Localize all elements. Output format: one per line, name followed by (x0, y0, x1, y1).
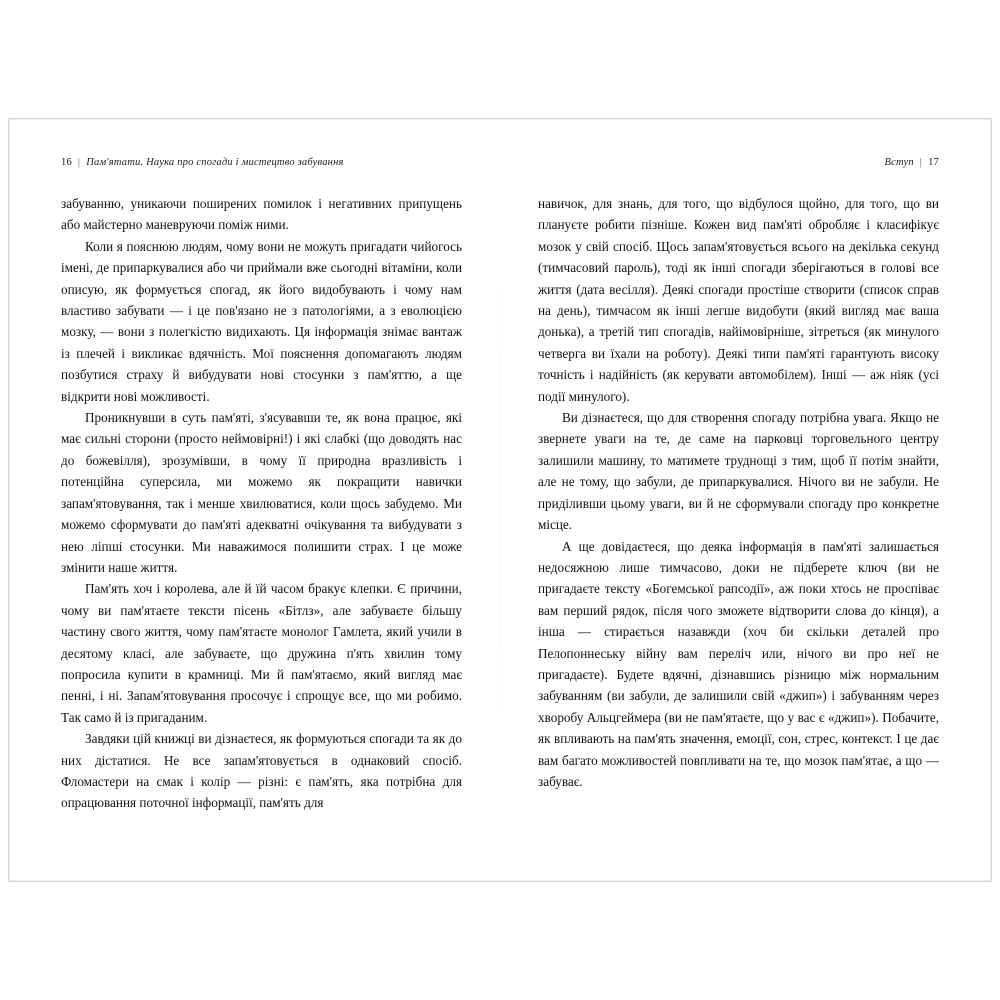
left-running-head (61, 157, 462, 171)
right-folio: 17 (928, 157, 939, 168)
right-text-column (538, 193, 939, 792)
paragraph: Проникнувши в суть пам'яті, з'ясувавши те, як вона працює, які має сильні сторони (просто неймовірні!) і які слабкі (що доводять нас до божевілля), зрозумівши, в чому її природна вразливість і потенційна суперсила, ми можемо як покращити навички запам'ятовування, так і менше хвилюватися, коли щось забудемо. Ми можемо сформувати до пам'яті адекватні очікування та вибудувати з нею ліпші стосунки. Ми наважимося полишити страх. І це може змінити наше життя. (61, 410, 462, 575)
left-text-column (61, 193, 462, 814)
paragraph: навичок, для знань, для того, що відбулося щойно, для того, що ви плануєте робити пізніше. Кожен вид пам'яті обробляє і класифікує мозок у свій спосіб. Щось запам'ятовується всього на декілька секунд (тимчасовий пароль), тоді як інші спогади зберігаються в голові все життя (дата весілля). Деякі спогади простіше створити (список справ на день), тимчасом як інші легше видобути (який вигляд має ваша донька), а третій тип спогадів, найімовірніше, зітреться (як минулого четверга ви їхали на роботу). Деякі типи пам'яті гарантують високу точність і надійність (як керувати автомобілем). Інші — аж ніяк (усі події минулого). (538, 196, 939, 404)
left-folio: 16 (61, 157, 72, 168)
paragraph: Коли я пояснюю людям, чому вони не можуть пригадати чийогось імені, де припаркувалися або чи приймали вже сьогодні вітаміни, коли описую, як формується спогад, як його видобувають і чому нам властиво забувати — і це пов'язано не з патологіями, а з еволюцією мозку, — вони з полегкістю видихають. Ця інформація знімає вантаж із плечей і викликає вдячність. Мої пояснення допомагають людям позбутися страху й вибудувати нові стосунки з пам'яттю, а ще відкрити нові можливості. (61, 238, 462, 404)
paragraph: Завдяки цій книжці ви дізнаєтеся, як формуються спогади та як до них дістатися. Не все запам'ятовується в однаковий спосіб. Фломастери на смак і колір — різні: є пам'ять, яка потрібна для опрацювання поточної інформації, пам'ять для (61, 731, 462, 811)
left-page (9, 157, 500, 853)
paragraph: забуванню, уникаючи поширених помилок і негативних припущень або майстерно маневруючи поміж ними. (61, 196, 462, 233)
right-running-head (538, 157, 939, 171)
right-page (500, 157, 991, 853)
paragraph: А ще довідаєтеся, що деяка інформація в пам'яті залишається недосяжною лише тимчасово, доки не підберете ключ (ви не пригадаєте тексту «Богемської рапсодії», аж поки хтось не проспіває вам перший рядок, після чого зможете відтворити слова до кінця), а інша — стирається назавжди (хоч би скільки деталей про Пелопоннеську війну вам переліч или, нічого ви про неї не пригадаєте). Будете вдячні, дізнавшись різницю між нормальним забуванням (ви забули, де залишили свій «джип») і забуванням через хворобу Альцгеймера (ви не пам'ятаєте, що у вас є «джип»). Побачите, як впливають на пам'ять значення, емоції, сон, стрес, контекст. І це дає вам багато можливостей повпливати на те, що мозок пам'ятає, а що — забуває. (538, 538, 939, 789)
left-running-title: Пам'ятати. Наука про спогади і мистецтво забування (86, 157, 344, 168)
paragraph: Ви дізнаєтеся, що для створення спогаду потрібна увага. Якщо не звернете уваги на те, де саме на парковці торговельного центру залишили машину, то матимете труднощі з тим, щоб її потім знайти, але не тому, що забули, де припаркувалися. Нічого ви не забули. Не приділивши цьому уваги, ви й не сформували спогаду про конкретне місце. (538, 410, 939, 533)
left-head-separator: | (77, 157, 81, 168)
book-spread (8, 118, 992, 882)
right-head-separator: | (919, 157, 923, 168)
book-fold (500, 129, 501, 871)
right-running-title: Вступ (884, 157, 914, 168)
paragraph: Пам'ять хоч і королева, але й їй часом бракує клепки. Є причини, чому ви пам'ятаєте тексти пісень «Бітлз», але забуваєте більшу частину свого життя, чому пам'ятаєте монолог Гамлета, який учили в десятому класі, але забуваєте, що дружина п'ять хвилин тому попросила купити в крамниці. Ми й пам'ятаємо, який вигляд має пенні, і ні. Запам'ятовування просочує і спрощує все, що ми робимо. Так само й із пригаданим. (61, 581, 462, 725)
